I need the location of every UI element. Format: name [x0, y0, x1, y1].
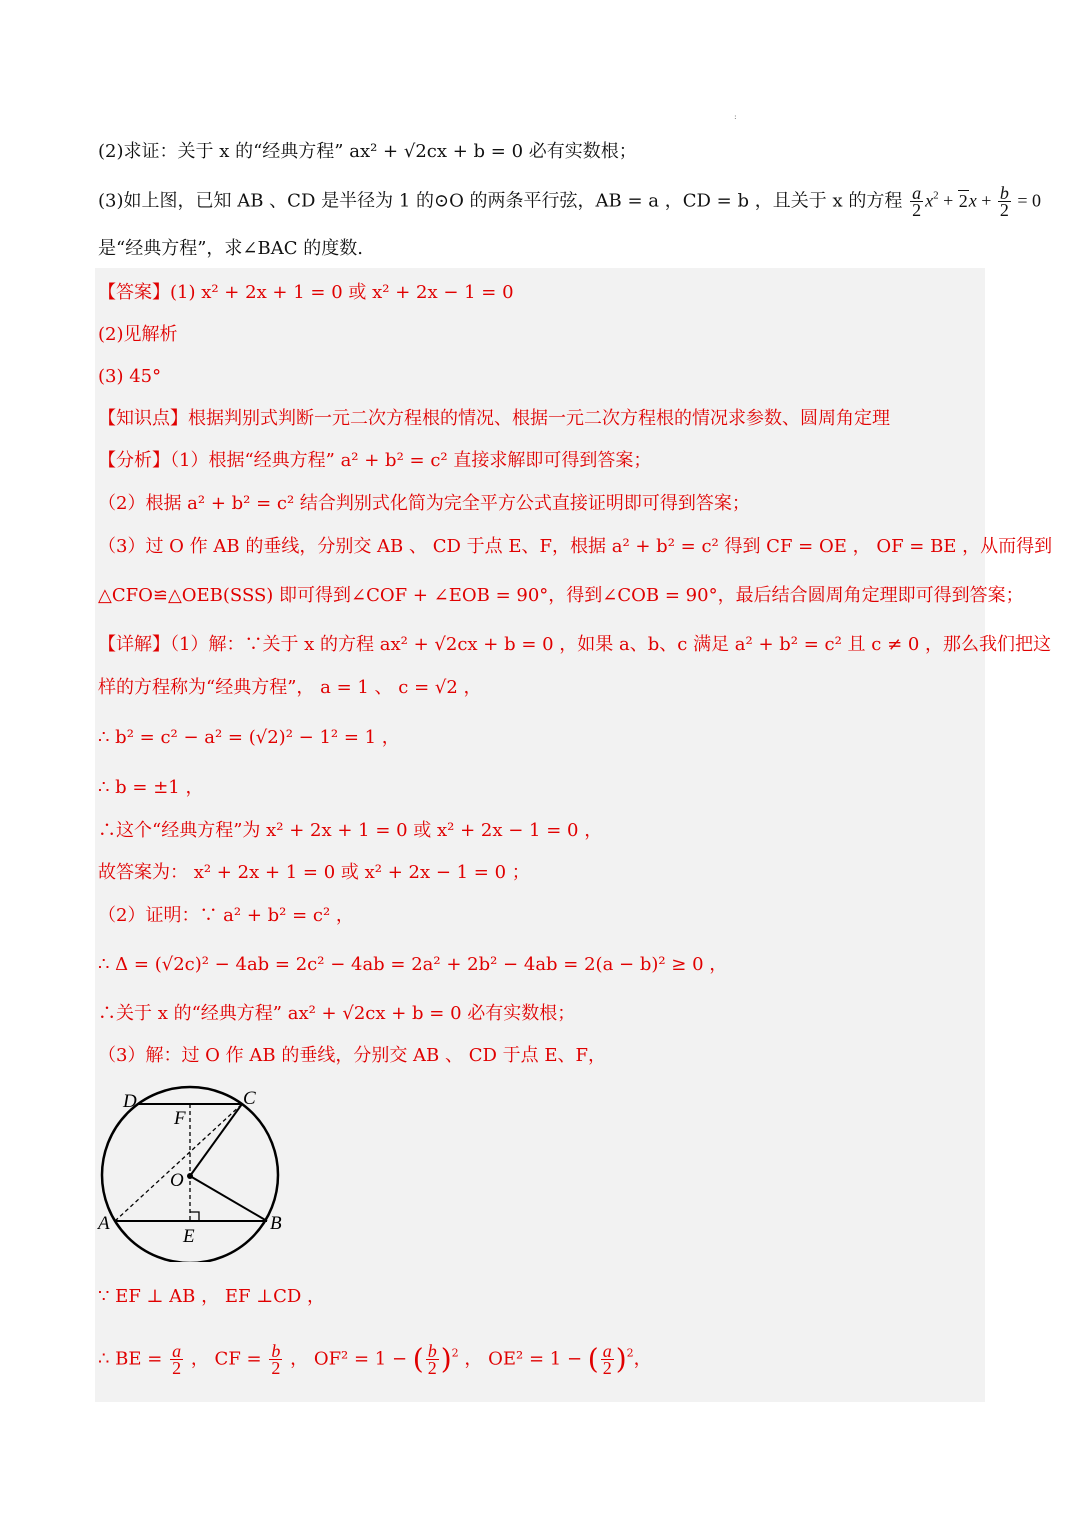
label-d: D [123, 1091, 137, 1112]
label-o: O [170, 1170, 184, 1191]
detail-10: （3）解：过 O 作 AB 的垂线，分别交 AB 、 CD 于点 E、F， [98, 1045, 606, 1066]
be-equals: ∴ BE = [98, 1348, 163, 1370]
answer-tag: 【答案】 [98, 282, 170, 303]
page-mark: : [734, 112, 737, 121]
analysis-1 [98, 446, 651, 476]
detail-9: ∴关于 x 的“经典方程” ax² + √2cx + b = 0 必有实数根； [98, 1003, 576, 1024]
q3-text-a: 如上图，已知 AB 、CD 是半径为 1 的⊙O 的两条平行弦，AB = a ，CD = b ，且关于 x 的方程 [123, 190, 903, 212]
label-e: E [183, 1226, 195, 1247]
detail-7: （2）证明：∵ a² + b² = c² ， [98, 905, 354, 926]
answer-3: (3) 45° [98, 366, 162, 387]
analysis-4: △CFO≌△OEB(SSS) 即可得到∠COF + ∠EOB = 90°，得到∠COB = 90°，最后结合圆周角定理即可得到答案； [98, 585, 1024, 606]
answer-1 [98, 278, 514, 308]
fraction-b-over-2: $\frac{b}{2}$ [999, 183, 1009, 220]
center-point [187, 1173, 193, 1179]
of-squared: ， OF² = 1 − [290, 1348, 408, 1370]
analysis-tag: 【分析】 [98, 450, 170, 471]
fraction-b-2: $\frac{b}{2}$ [271, 1341, 281, 1378]
segment-oc [190, 1104, 242, 1176]
segment-ob [190, 1176, 267, 1221]
detail-12: ∴ BE = $\frac{a}{2}$ ， CF = $\frac{b}{2}$ ， OF² = 1 − ( $\frac{b}{2}$ )$^2$ ， OE² = 1 − ( $\frac{a}{2}$ )$^2$， [98, 1341, 652, 1378]
label-c: C [243, 1088, 256, 1109]
analysis-2: （2）根据 a² + b² = c² 结合判别式化简为完全平方公式直接证明即可得到答案； [98, 493, 750, 514]
analysis-3: （3）过 O 作 AB 的垂线，分别交 AB 、 CD 于点 E、F，根据 a² + b² = c² 得到 CF = OE ， OF = BE ，从而得到 [98, 536, 1053, 557]
detail-3: ∴ b² = c² − a² = (√2)² − 1² = 1 ， [98, 727, 400, 748]
detail-1-text: （1）解：∵关于 x 的方程 ax² + √2cx + b = 0 ，如果 a、b、c 满足 a² + b² = c² 且 c ≠ 0 ，那么我们把这 [170, 634, 1052, 655]
fraction-a-2-paren: $\frac{a}{2}$ [602, 1341, 612, 1378]
question-3-cont [98, 234, 363, 264]
cf-equals: ， CF = [190, 1348, 262, 1370]
label-f: F [174, 1108, 186, 1129]
label-a: A [98, 1213, 110, 1234]
answer-1-text: (1) x² + 2x + 1 = 0 或 x² + 2x − 1 = 0 [170, 282, 514, 303]
fraction-a-over-2: $\frac{a}{2}$ [912, 183, 922, 220]
label-b: B [270, 1213, 282, 1234]
circle-figure [92, 1082, 302, 1262]
detail-tag: 【详解】 [98, 634, 170, 655]
fraction-a-2: $\frac{a}{2}$ [172, 1341, 182, 1378]
question-3: (3)如上图，已知 AB 、CD 是半径为 1 的⊙O 的两条平行弦，AB = a ，CD = b ，且关于 x 的方程 $\frac{a}{2}$ $x^2 + 2x$ + $\frac{b}{2}$ = 0 [98, 183, 1042, 220]
knowledge-tag: 【知识点】 [98, 408, 188, 429]
detail-5: ∴这个“经典方程”为 x² + 2x + 1 = 0 或 x² + 2x − 1 = 0 ， [98, 820, 603, 841]
oe-squared: ， OE² = 1 − [464, 1348, 583, 1370]
knowledge-points [98, 404, 890, 434]
detail-4: ∴ b = ±1 ， [98, 777, 204, 798]
detail-8: ∴ Δ = (√2c)² − 4ab = 2c² − 4ab = 2a² + 2b² − 4ab = 2(a − b)² ≥ 0 ， [98, 954, 728, 975]
analysis-1-text: （1）根据“经典方程” a² + b² = c² 直接求解即可得到答案； [170, 450, 652, 471]
detail-6: 故答案为： x² + 2x + 1 = 0 或 x² + 2x − 1 = 0 ； [98, 862, 530, 883]
detail-11: ∵ EF ⊥ AB ， EF ⊥CD ， [98, 1286, 326, 1307]
q2-text: 求证：关于 x 的“经典方程” ax² + √2cx + b = 0 必有实数根； [123, 141, 637, 162]
detail-2: 样的方程称为“经典方程”， a = 1 、 c = √2 ， [98, 677, 482, 698]
fraction-b-2-paren: $\frac{b}{2}$ [427, 1341, 437, 1378]
knowledge-text: 根据判别式判断一元二次方程根的情况、根据一元二次方程根的情况求参数、圆周角定理 [188, 408, 890, 429]
detail-1 [98, 630, 1051, 660]
answer-2: (2)见解析 [98, 324, 178, 345]
q2-label: (2) [98, 141, 124, 162]
q3-label: (3) [98, 190, 124, 212]
q3-text-b: 是“经典方程”，求∠BAC 的度数. [98, 238, 363, 259]
question-2 [98, 137, 637, 167]
right-angle-mark [190, 1212, 199, 1221]
